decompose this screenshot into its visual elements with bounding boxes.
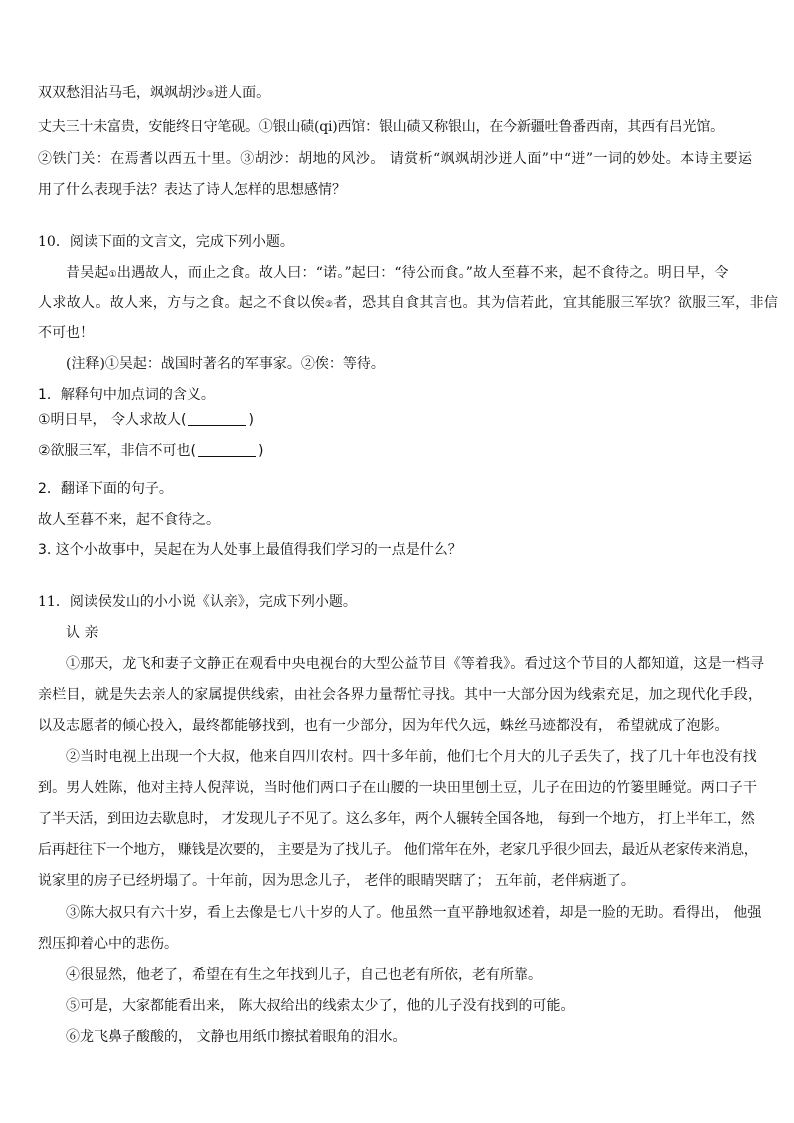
story-p1-line-3: 以及志愿者的倾心投入，最终都能够找到，也有一少部分，因为年代久远，蛛丝马迹都没有， 希望就成了泡影。 bbox=[38, 718, 729, 734]
q10-sub2-sentence: 故人至暮不来，起不食待之。 bbox=[38, 512, 220, 528]
story-p2-line-4: 后再赶往下一个地方， 赚钱是次要的， 主要是为了找儿子。 他们常年在外，老家几乎很少回去，最近从老家传来消息， bbox=[38, 842, 758, 858]
q10-sub1-item-1: ①明日早， 令人求故人( ) bbox=[38, 412, 254, 428]
answer-blank[interactable] bbox=[188, 411, 246, 426]
story-p5: ⑤可是，大家都能看出来， 陈大叔给出的线索太少了，他的儿子没有找到的可能。 bbox=[66, 998, 575, 1014]
footnote-mark: ① bbox=[108, 270, 117, 280]
q10-sub2-title: 2．翻译下面的句子。 bbox=[38, 481, 173, 497]
q10-passage-line-2: 人求故人。故人来，方与之食。起之不食以俟②者，恐其自食其言也。其为信若此，宜其能服三军欤？欲服三军，非信 bbox=[38, 295, 779, 311]
story-p1-line-1: ①那天，龙飞和妻子文静正在观看中央电视台的大型公益节目《等着我》。看过这个节目的人都知道，这是一档寻 bbox=[66, 656, 764, 672]
q10-sub1-item-2: ②欲服三军，非信不可也( ) bbox=[38, 443, 264, 459]
story-title: 认 亲 bbox=[66, 625, 99, 641]
q10-sub3: 3. 这个小故事中，吴起在为人处事上最值得我们学习的一点是什么？ bbox=[38, 542, 462, 558]
q11-title: 11．阅读侯发山的小小说《认亲》，完成下列小题。 bbox=[38, 594, 357, 610]
q10-passage-line-1: 昔吴起①出遇故人，而止之食。故人曰：“诺。”起曰：“待公而食。”故人至暮不来，起不食待之。明日早，令 bbox=[66, 265, 729, 281]
poem-question-line-2: 用了什么表现手法？表达了诗人怎样的思想感情？ bbox=[38, 182, 346, 198]
footnote-mark: ② bbox=[325, 300, 334, 310]
story-p3-line-1: ③陈大叔只有六十岁，看上去像是七八十岁的人了。他虽然一直平静地叙述着，却是一脸的无助。看得出， 他强 bbox=[66, 905, 762, 921]
story-p4: ④很显然，他老了，希望在有生之年找到儿子，自己也老有所依，老有所靠。 bbox=[66, 967, 542, 983]
answer-blank[interactable] bbox=[198, 442, 256, 457]
q10-annotation: (注释)①吴起：战国时著名的军事家。②俟：等待。 bbox=[66, 356, 385, 372]
q10-passage-line-3: 不可也！ bbox=[38, 325, 94, 341]
story-p2-line-1: ②当时电视上出现一个大叔，他来自四川农村。四十多年前，他们七个月大的儿子丢失了，找了几十年也没有找 bbox=[66, 749, 757, 765]
story-p2-line-2: 到。男人姓陈，他对主持人倪萍说，当时他们两口子在山腰的一块田里刨土豆，儿子在田边的竹篓里睡觉。两口子干 bbox=[38, 780, 758, 796]
q10-sub1-title: 1．解释句中加点词的含义。 bbox=[38, 387, 215, 403]
footnote-mark: ③ bbox=[206, 90, 215, 100]
poem-line-top: 双双愁泪沾马毛，飒飒胡沙③迸人面。 bbox=[38, 85, 271, 101]
poem-question-line: ②铁门关：在焉耆以西五十里。③胡沙：胡地的风沙。 请赏析“飒飒胡沙迸人面”中“迸”一词的妙处。本诗主要运 bbox=[38, 151, 753, 167]
story-p2-line-3: 了半天活，到田边去歇息时， 才发现儿子不见了。这么多年，两个人辗转全国各地， 每到一个地方， 打上半年工，然 bbox=[38, 811, 755, 827]
story-p2-line-5: 说家里的房子已经坍塌了。十年前，因为思念儿子， 老伴的眼睛哭瞎了； 五年前，老伴病逝了。 bbox=[38, 873, 635, 889]
story-p6: ⑥龙飞鼻子酸酸的， 文静也用纸巾擦拭着眼角的泪水。 bbox=[66, 1029, 407, 1045]
q10-title: 10．阅读下面的文言文，完成下列小题。 bbox=[38, 234, 294, 250]
story-p1-line-2: 亲栏目，就是失去亲人的家属提供线索，由社会各界力量帮忙寻找。其中一大部分因为线索充足，加之现代化手段， bbox=[38, 687, 763, 703]
story-p3-line-2: 烈压抑着心中的悲伤。 bbox=[38, 936, 178, 952]
poem-notes-line: 丈夫三十未富贵，安能终日守笔砚。①银山碛(qi)西馆：银山碛又称银山，在今新疆吐鲁番西南，其西有吕光馆。 bbox=[38, 119, 724, 135]
